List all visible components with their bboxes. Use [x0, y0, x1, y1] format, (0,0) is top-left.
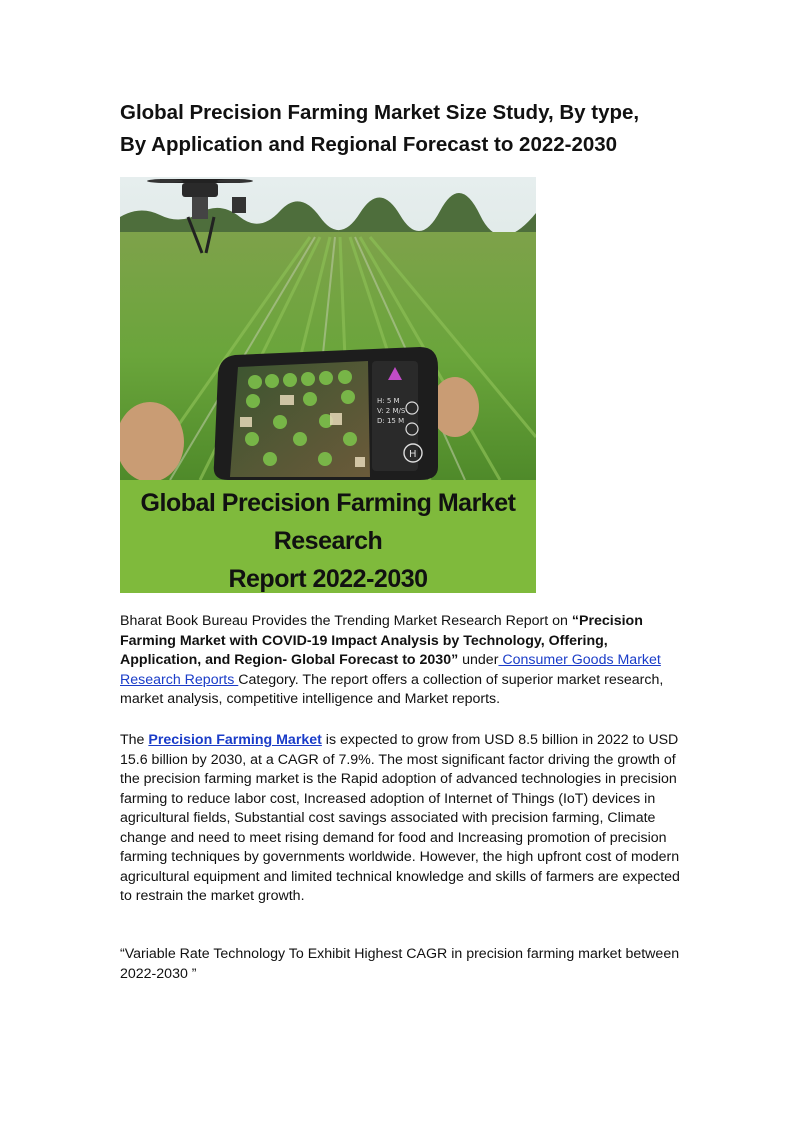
paragraph-intro: [120, 612, 680, 710]
consumer-goods-link[interactable]: Consumer Goods Market Research Reports: [120, 652, 661, 688]
banner-title-line-2: Report 2022-2030: [228, 565, 428, 593]
banner-caption: [120, 480, 536, 593]
tablet-readout-distance: D: 15 M: [377, 417, 405, 425]
report-banner-image: [120, 177, 536, 593]
tablet-readout-velocity: V: 2 M/S: [377, 407, 406, 415]
precision-farming-illustration: [120, 177, 536, 480]
page-title: [120, 97, 680, 161]
p1-report-name: “Precision Farming Market with COVID-19 Impact Analysis by Technology, Offering, Application, and Region- Global Forecast to 2030”: [120, 613, 643, 668]
precision-farming-market-link[interactable]: Precision Farming Market: [148, 732, 322, 748]
title-line-2: By Application and Regional Forecast to 2022-2030: [120, 133, 618, 156]
p2-rest: is expected to grow from USD 8.5 billion in 2022 to USD 15.6 billion by 2030, at a CAGR of 7.9%. The most significant factor driving the growth of the precision farming market is the Rapid adoption of advanced technologies in precision farming to reduce labor cost, Increased adoption of Internet of Things (IoT) devices in agricultural fields, Substantial cost savings associated with precision farming, Climate change and need to meet rising demand for food and Increasing promotion of precision farming techniques by governments worldwide. However, the high upfront cost of modern agricultural equipment and limited technical knowledge and skills of farmers are expected to restrain the market growth.: [120, 732, 680, 904]
tablet-button-label: H: [409, 449, 417, 460]
tablet-readout-height: H: 5 M: [377, 397, 400, 405]
paragraph-variable-rate: “Variable Rate Technology To Exhibit Highest CAGR in precision farming market between 2022-2030 ”: [120, 946, 680, 982]
paragraph-market-growth: [120, 731, 680, 907]
p1-intro: Bharat Book Bureau Provides the Trending Market Research Report on: [120, 613, 572, 629]
p2-intro: The: [120, 732, 149, 748]
p1-under: under: [458, 652, 499, 668]
title-line-1: Global Precision Farming Market Size Study, By type,: [120, 101, 640, 124]
banner-title-line-1: Global Precision Farming Market Research: [140, 489, 516, 555]
tablet-icon: [214, 347, 438, 480]
p1-rest: Category. The report offers a collection of superior market research, market analysis, competitive intelligence and Market reports.: [120, 671, 664, 707]
